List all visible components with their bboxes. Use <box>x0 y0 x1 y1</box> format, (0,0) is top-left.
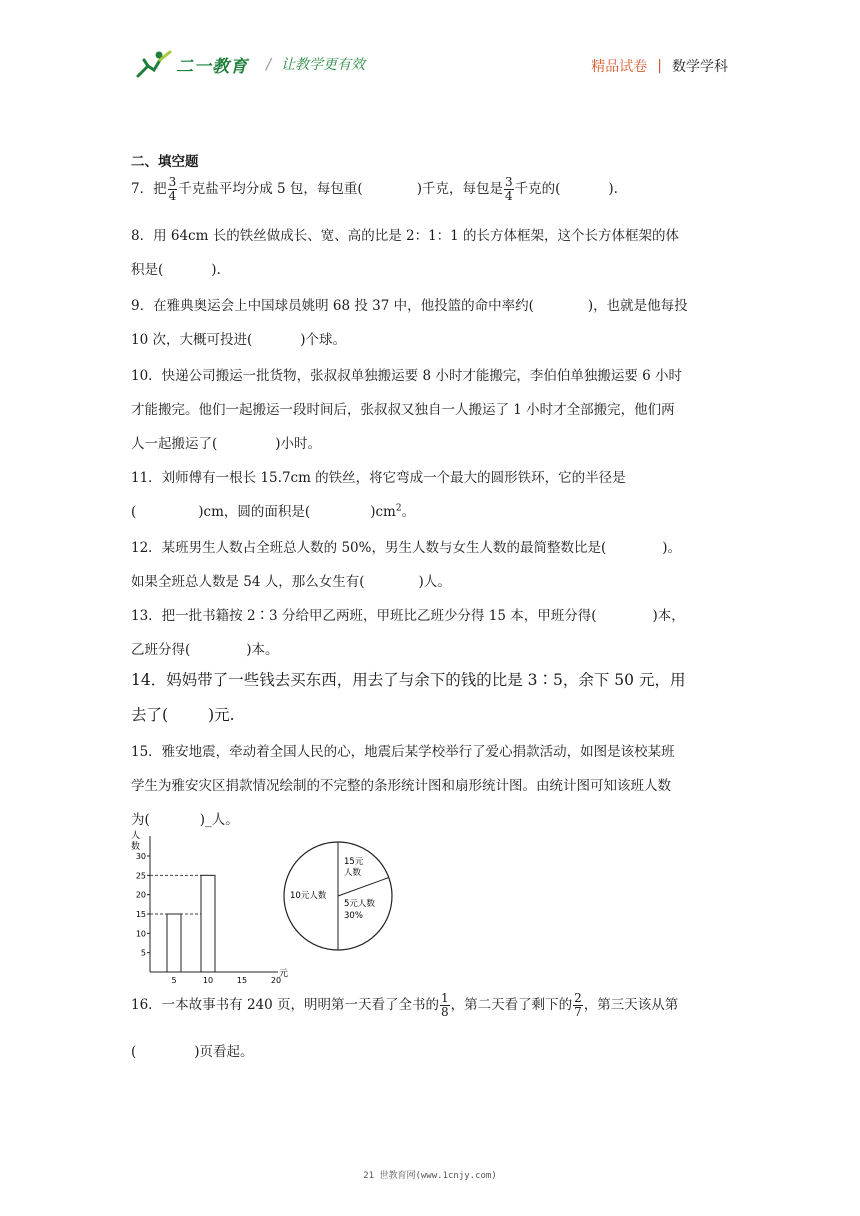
question-14: 14．妈妈带了一些钱去买东西，用去了与余下的钱的比是 3∶5，余下 50 元，用 <box>131 671 686 689</box>
question-9: 9．在雅典奥运会上中国球员姚明 68 投 37 中，他投篮的命中率约( )，也就是他每投 <box>131 298 688 314</box>
y-axis-label: 人 <box>131 831 141 841</box>
header-separator: | <box>657 58 662 74</box>
pie-label: 15元 <box>344 857 364 867</box>
pie-label: 人数 <box>344 868 362 878</box>
page-header <box>0 0 860 100</box>
pie-value-label: 30% <box>344 911 363 921</box>
x-axis-label: 元 <box>279 969 288 979</box>
subject-label: 数学学科 <box>672 59 728 75</box>
x-tick-label: 20 <box>270 976 282 985</box>
bar-chart <box>128 826 288 986</box>
x-tick-label: 10 <box>202 976 214 985</box>
section-title: 二、填空题 <box>131 154 199 170</box>
fraction: $\frac{3}{4}$ <box>504 175 513 203</box>
question-15: 15．雅安地震，牵动着全国人民的心，地震后某学校举行了爱心捐款活动，如图是该校某班 <box>131 744 675 760</box>
pie-chart <box>282 834 402 964</box>
y-tick-label: 15 <box>135 910 146 919</box>
slogan: 让教学更有效 <box>281 57 366 73</box>
question-10: 10．快递公司搬运一批货物，张叔叔单独搬运要 8 小时才能搬完，李伯伯单独搬运要 6 小时 <box>131 368 683 384</box>
page-footer: 21 世教育网(www.1cnjy.com) <box>363 1171 497 1181</box>
y-tick-label: 30 <box>135 852 146 861</box>
question-12: 12．某班男生人数占全班总人数的 50%，男生人数与女生人数的最简整数比是( )。 <box>131 540 682 556</box>
fraction: $\frac{1}{8}$ <box>441 991 449 1019</box>
bar <box>167 914 181 972</box>
question-8: 8．用 64cm 长的铁丝做成长、宽、高的比是 2：1：1 的长方体框架，这个长方体框架的体 <box>131 228 680 244</box>
header-badge: 精品试卷 <box>591 59 648 75</box>
runner-logo-icon <box>134 48 174 80</box>
fraction: $\frac{2}{7}$ <box>574 991 582 1019</box>
question-7: 7．把 $\frac{3}{4}$ 千克盐平均分成 5 包，每包重( )千克，每包是 $\frac{3}{4}$ 千克的( ). <box>131 175 618 203</box>
header-right <box>591 56 728 76</box>
brand-logo: 二一教育 / 让教学更有效 <box>134 48 365 80</box>
y-tick-label: 10 <box>135 929 146 939</box>
x-tick-label: 5 <box>171 976 177 985</box>
pie-label: 10元人数 <box>290 891 327 901</box>
fraction: $\frac{3}{4}$ <box>168 175 177 203</box>
y-axis-label: 数 <box>131 842 141 852</box>
question-16: 16．一本故事书有 240 页，明明第一天看了全书的 $\frac{1}{8}$ ，第二天看了剩下的 $\frac{2}{7}$ ，第三天该从第 <box>131 991 679 1019</box>
x-tick-label: 15 <box>236 976 248 985</box>
bar <box>201 875 215 972</box>
question-13: 13．把一批书籍按 2∶3 分给甲乙两班，甲班比乙班少分得 15 本，甲班分得( )本， <box>131 608 685 624</box>
question-11: 11．刘师傅有一根长 15.7cm 的铁丝，将它弯成一个最大的圆形铁环，它的半径是 <box>131 470 626 486</box>
y-tick-label: 20 <box>135 890 146 900</box>
y-tick-label: 5 <box>140 948 146 958</box>
pie-label: 5元人数 <box>344 899 375 909</box>
q15-figure <box>128 826 408 986</box>
logo-text: 二一教育 <box>176 56 248 77</box>
y-tick-label: 25 <box>135 871 146 881</box>
